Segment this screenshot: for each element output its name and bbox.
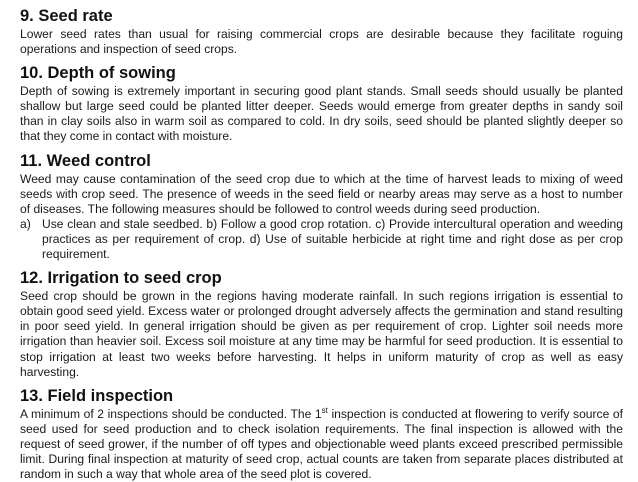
section-depth-of-sowing [20, 63, 623, 144]
section-paragraph: Lower seed rates than usual for raising commercial crops are desirable because they facilitate roguing operations and inspection of seed crops. [20, 27, 623, 57]
paragraph-text-start: A minimum of 2 inspections should be conducted. The 1 [20, 406, 322, 421]
section-seed-rate [20, 6, 623, 57]
ordinal-superscript: st [321, 405, 328, 415]
section-paragraph [20, 407, 623, 482]
section-heading: 13. Field inspection [20, 386, 174, 405]
section-paragraph: Seed crop should be grown in the regions having moderate rainfall. In such regions irrigation is essential to obtain good seed yield. Excess water or prolonged drought adversely affects the germination and stand resulting in poor seed yield. In general irrigation should be given as per requirement of crop. Lighter soil needs more irrigation than heavier soil. Excess soil moisture at any time may be harmful for seed production. It is essential to stop irrigation at least two weeks before harvesting. It helps in uniform maturity of crop as well as easy harvesting. [20, 289, 623, 379]
list-item [20, 217, 623, 262]
list-marker: a) [20, 216, 31, 231]
section-paragraph: Depth of sowing is extremely important in securing good plant stands. Small seeds should usually be planted shallow but large seed could be planted litter deeper. Seeds would emerge from greater depths in sandy soil than in clay soils also in warm soil as compared to cold. In dry soils, seed should be planted slightly deeper so that they come in contact with moisture. [20, 84, 623, 144]
section-irrigation [20, 268, 623, 380]
paragraph-text-rest: inspection is conducted at flowering to verify source of seed used for seed production and to check isolation requirements. The final inspection is allowed with the request of seed grower, if the number of off types and objectionable weed plants exceed prescribed permissible limit. During final inspection at maturity of seed crop, actual counts are taken from separate places distributed at random in such a way that whole area of the seed plot is covered. [20, 406, 623, 482]
section-paragraph: Weed may cause contamination of the seed crop due to which at the time of harvest leads to mixing of weed seeds with crop seed. The presence of weeds in the seed field or nearby areas may serve as a host to number of diseases. The following measures should be followed to control weeds during seed production. [20, 171, 623, 216]
section-heading: 10. Depth of sowing [20, 64, 176, 83]
section-heading: 12. Irrigation to seed crop [20, 269, 222, 288]
document-page [20, 6, 623, 482]
section-heading: 11. Weed control [20, 151, 151, 170]
section-weed-control [20, 151, 623, 263]
list-item-text: Use clean and stale seedbed. b) Follow a good crop rotation. c) Provide intercultural operation and weeding practices as per requirement of crop. d) Use of suitable herbicide at right time and right dose as per crop requirement. [42, 216, 623, 262]
section-heading: 9. Seed rate [20, 7, 113, 25]
section-field-inspection [20, 386, 623, 482]
